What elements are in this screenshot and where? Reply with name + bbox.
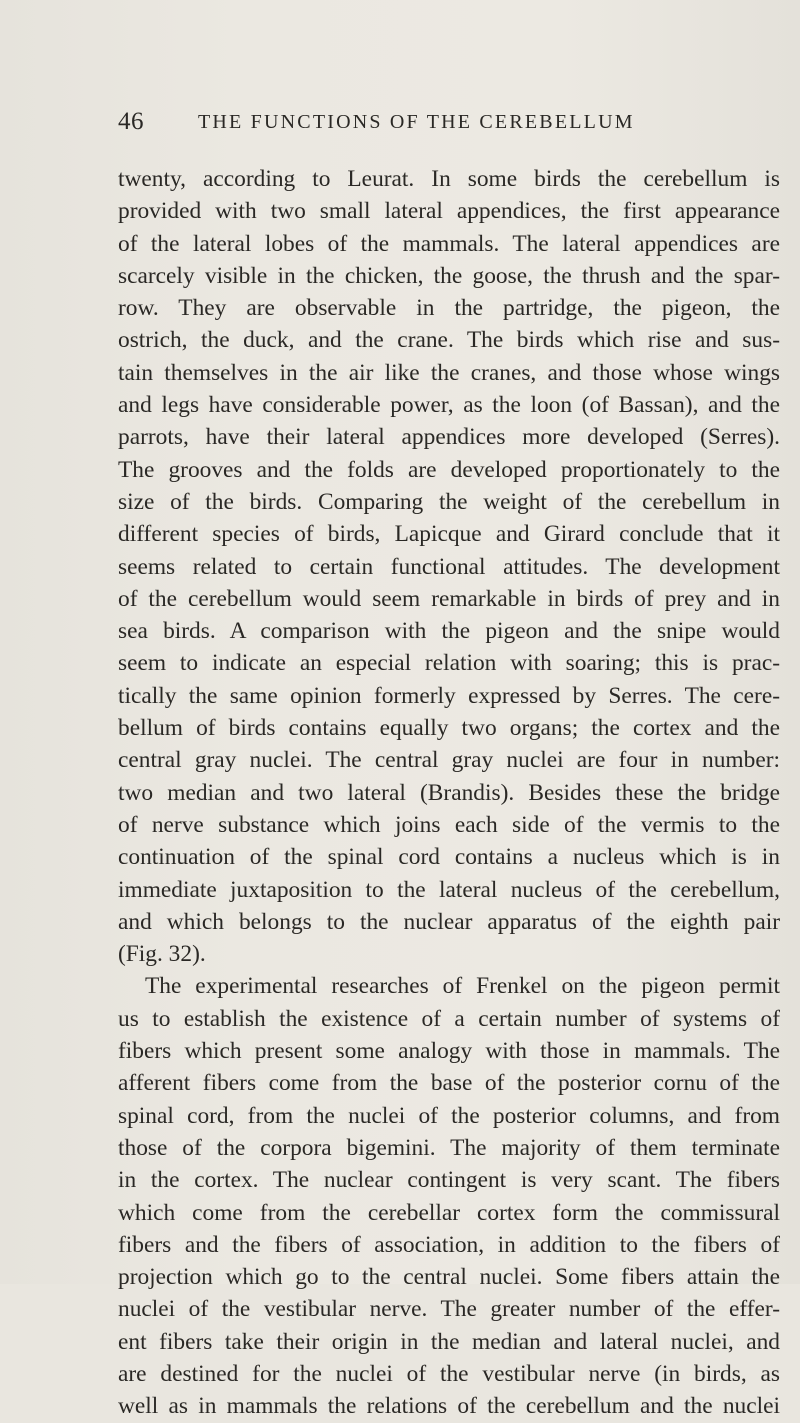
text-line: nuclei of the vestibular nerve. The greater number of the effer- (118, 1296, 780, 1323)
text-line: projection which go to the central nuclei. Some fibers attain the (118, 1264, 780, 1291)
page-number: 46 (118, 108, 144, 135)
text-line: bellum of birds contains equally two organs; the cortex and the (118, 715, 780, 742)
text-line: size of the birds. Comparing the weight of the cerebellum in (118, 488, 780, 515)
text-line: scarcely visible in the chicken, the goose, the thrush and the spar- (118, 262, 780, 289)
text-line: well as in mammals the relations of the cerebellum and the nuclei (118, 1393, 780, 1420)
text-line: different species of birds, Lapicque and Girard conclude that it (118, 521, 780, 548)
text-line: tain themselves in the air like the cranes, and those whose wings (118, 359, 780, 386)
text-line: The experimental researches of Frenkel on the pigeon permit (145, 973, 780, 1000)
text-line: central gray nuclei. The central gray nuclei are four in number: (118, 747, 780, 774)
text-line: continuation of the spinal cord contains a nucleus which is in (118, 844, 780, 871)
text-line: seem to indicate an especial relation with soaring; this is prac- (118, 650, 780, 677)
text-line: parrots, have their lateral appendices more developed (Serres). (118, 424, 780, 451)
text-line: row. They are observable in the partridge, the pigeon, the (118, 295, 780, 322)
text-line: of nerve substance which joins each side of the vermis to the (118, 811, 780, 838)
text-line: spinal cord, from the nuclei of the posterior columns, and from (118, 1102, 780, 1129)
text-line: are destined for the nuclei of the vestibular nerve (in birds, as (118, 1360, 780, 1387)
running-title: THE FUNCTIONS OF THE CEREBELLUM (198, 111, 635, 133)
text-line: two median and two lateral (Brandis). Besides these the bridge (118, 779, 780, 806)
text-line: sea birds. A comparison with the pigeon and the snipe would (118, 618, 780, 645)
text-line: ent fibers take their origin in the median and lateral nuclei, and (118, 1328, 780, 1355)
text-line: and which belongs to the nuclear apparatus of the eighth pair (118, 908, 780, 935)
text-line: provided with two small lateral appendices, the first appearance (118, 198, 780, 225)
text-line: tically the same opinion formerly expressed by Serres. The cere- (118, 682, 780, 709)
text-line: those of the corpora bigemini. The majority of them terminate (118, 1134, 780, 1161)
text-line: twenty, according to Leurat. In some birds the cerebellum is (118, 166, 780, 192)
text-line: which come from the cerebellar cortex form the commissural (118, 1199, 780, 1226)
text-line: seems related to certain functional attitudes. The development (118, 553, 780, 580)
text-line: fibers which present some analogy with those in mammals. The (118, 1038, 780, 1065)
text-line: of the lateral lobes of the mammals. The lateral appendices are (118, 230, 780, 257)
body-text (118, 163, 780, 1423)
text-line: immediate juxtaposition to the lateral nucleus of the cerebellum, (118, 876, 780, 903)
text-line: of the cerebellum would seem remarkable in birds of prey and in (118, 585, 780, 612)
text-line: The grooves and the folds are developed proportionately to the (118, 456, 780, 483)
running-head (118, 108, 758, 140)
text-line: fibers and the fibers of association, in addition to the fibers of (118, 1231, 780, 1258)
text-line: (Fig. 32). (118, 941, 206, 968)
text-line: in the cortex. The nuclear contingent is very scant. The fibers (118, 1167, 780, 1194)
text-line: ostrich, the duck, and the crane. The birds which rise and sus- (118, 327, 780, 354)
text-line: afferent fibers come from the base of the posterior cornu of the (118, 1070, 780, 1097)
text-line: us to establish the existence of a certain number of systems of (118, 1005, 780, 1032)
text-line: and legs have considerable power, as the loon (of Bassan), and the (118, 392, 780, 419)
